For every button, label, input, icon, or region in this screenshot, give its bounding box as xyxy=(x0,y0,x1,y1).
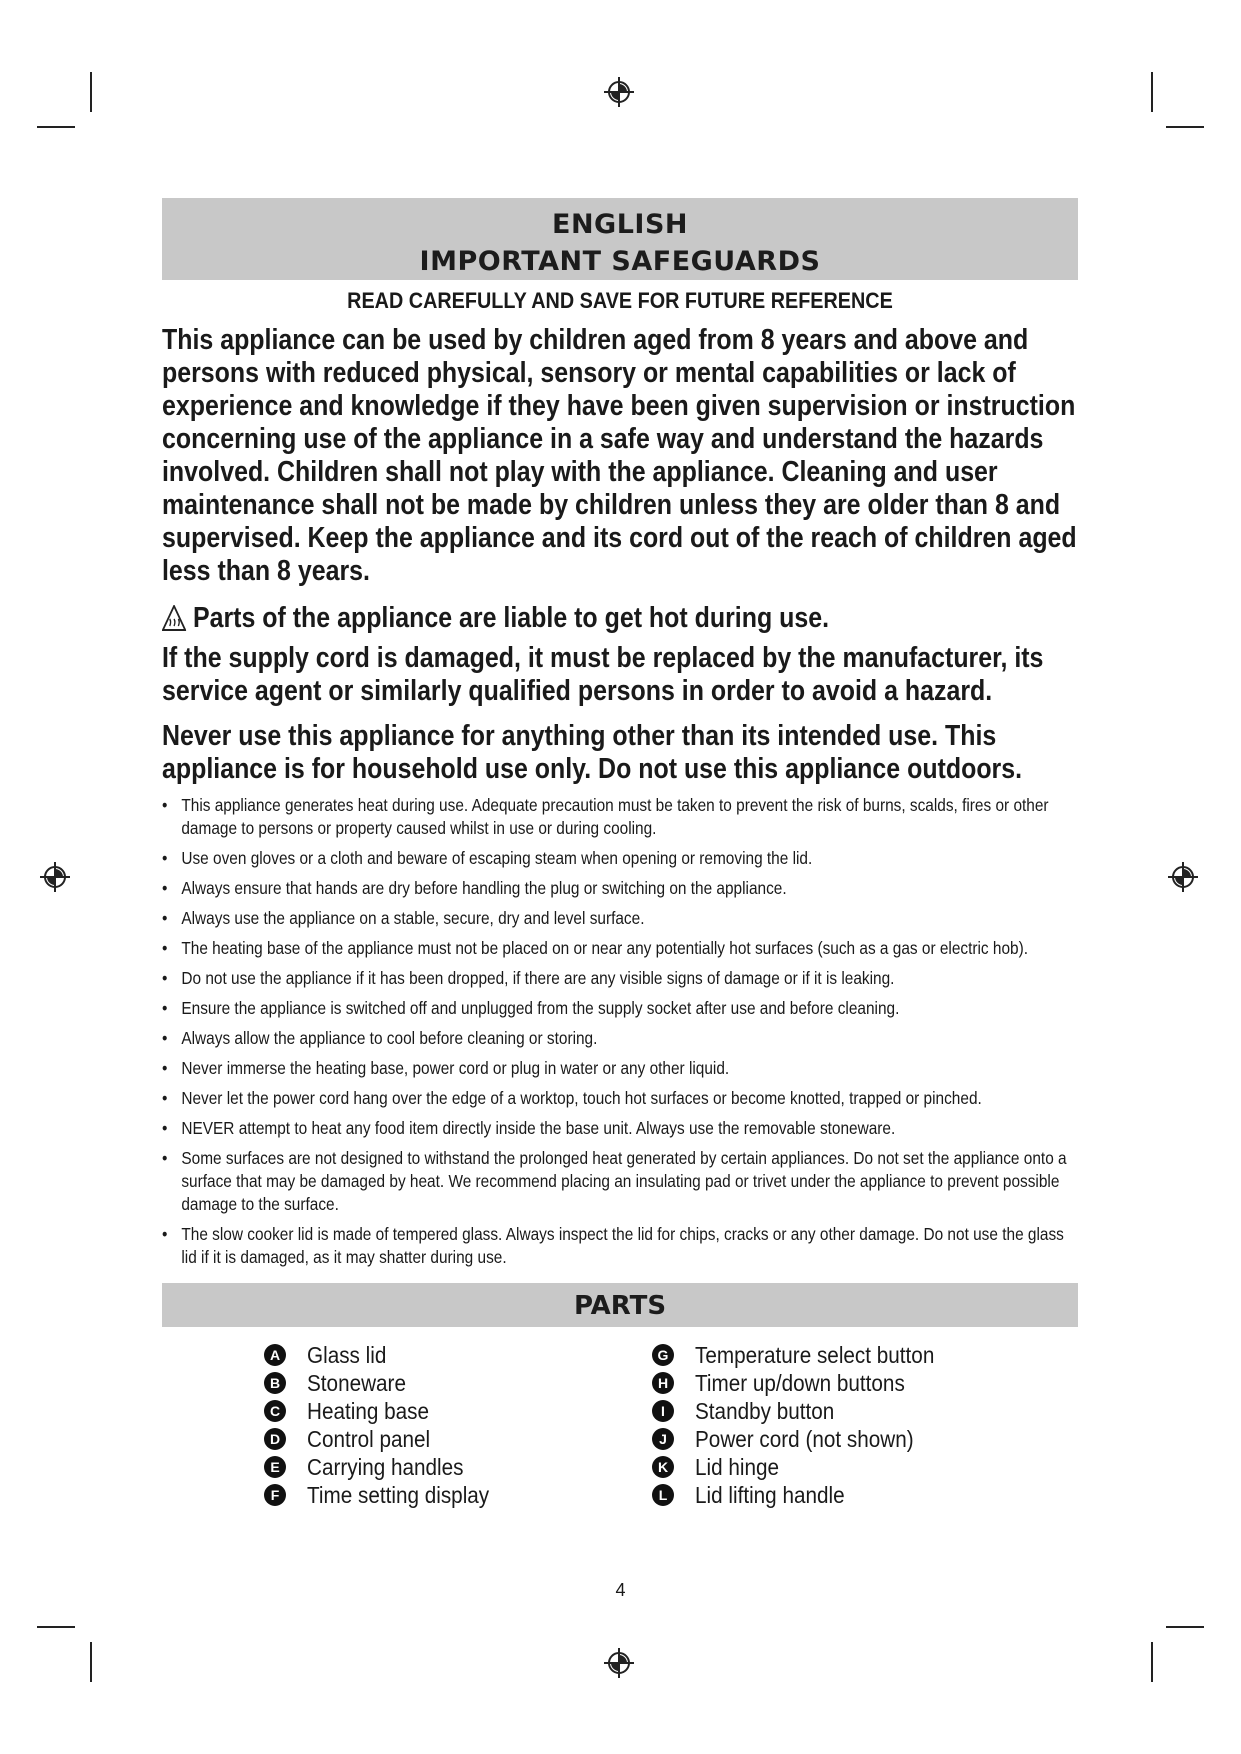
crop-mark xyxy=(1151,72,1153,112)
part-label: Temperature select button xyxy=(695,1341,935,1368)
part-label: Lid lifting handle xyxy=(695,1481,845,1508)
safety-bullet-text: Always ensure that hands are dry before handling the plug or switching on the appliance. xyxy=(181,878,787,898)
registration-mark-icon xyxy=(1168,862,1198,892)
parts-list xyxy=(162,1327,1078,1517)
part-letter-badge: A xyxy=(264,1344,286,1366)
crop-mark xyxy=(1166,126,1204,128)
safety-bullet xyxy=(162,1147,1079,1216)
hot-surface-text: Parts of the appliance are liable to get hot during use. xyxy=(192,601,830,634)
part-letter-badge: H xyxy=(652,1372,674,1394)
crop-mark xyxy=(90,1642,92,1682)
bullet-icon: • xyxy=(162,938,168,958)
safety-bullet xyxy=(162,1117,1079,1140)
cord-warning: If the supply cord is damaged, it must be replaced by the manufacturer, its service agent or similarly qualified persons in order to avoid a hazard. xyxy=(162,642,1044,707)
bullet-icon: • xyxy=(162,1058,168,1078)
header-banner xyxy=(162,198,1078,280)
registration-mark-icon xyxy=(604,77,634,107)
part-item xyxy=(264,1453,509,1481)
safety-bullet xyxy=(162,847,1079,870)
bullet-icon: • xyxy=(162,908,168,928)
part-label: Lid hinge xyxy=(695,1453,780,1480)
safety-bullet-list xyxy=(162,794,1078,1269)
part-letter-badge: D xyxy=(264,1428,286,1450)
safety-bullet xyxy=(162,1087,1079,1110)
bullet-icon: • xyxy=(162,1224,168,1244)
safety-bullet-text: NEVER attempt to heat any food item directly inside the base unit. Always use the removable stoneware. xyxy=(181,1118,896,1138)
manual-page xyxy=(162,198,1078,1517)
safeguards-title: IMPORTANT SAFEGUARDS xyxy=(419,246,821,277)
safety-bullet-text: Do not use the appliance if it has been dropped, if there are any visible signs of damage or if it is leaking. xyxy=(181,968,895,988)
part-letter-badge: C xyxy=(264,1400,286,1422)
part-item xyxy=(652,1397,961,1425)
crop-mark xyxy=(90,72,92,112)
part-item xyxy=(652,1481,961,1509)
part-letter-badge: L xyxy=(652,1484,674,1506)
safety-bullet-text: Always allow the appliance to cool before cleaning or storing. xyxy=(181,1028,598,1048)
part-letter-badge: K xyxy=(652,1456,674,1478)
part-item xyxy=(264,1397,509,1425)
part-label: Heating base xyxy=(307,1397,429,1424)
parts-banner xyxy=(162,1283,1078,1327)
hot-surface-warning xyxy=(162,600,1082,636)
safety-bullet-text: Never immerse the heating base, power cord or plug in water or any other liquid. xyxy=(181,1058,730,1078)
part-letter-badge: I xyxy=(652,1400,674,1422)
part-item xyxy=(652,1453,961,1481)
part-label: Carrying handles xyxy=(307,1453,464,1480)
safety-bullet xyxy=(162,907,1079,930)
bullet-icon: • xyxy=(162,878,168,898)
bullet-icon: • xyxy=(162,1088,168,1108)
crop-mark xyxy=(37,126,75,128)
bullet-icon: • xyxy=(162,1028,168,1048)
part-item xyxy=(264,1369,509,1397)
read-carefully-subtitle: READ CAREFULLY AND SAVE FOR FUTURE REFERENCE xyxy=(347,288,893,313)
crop-mark xyxy=(1166,1626,1204,1628)
children-warning: This appliance can be used by children aged from 8 years and above and persons with reduced physical, sensory or mental capabilities or lack of experience and knowledge if they have been given supervision or instruction concerning use of the appliance in a safe way and understand the hazards involved. Children shall not play with the appliance. Cleaning and user maintenance shall not be made by children unless they are older than 8 and supervised. Keep the appliance and its cord out of the reach of children aged less than 8 years. xyxy=(162,324,1077,587)
part-letter-badge: F xyxy=(264,1484,286,1506)
parts-title: PARTS xyxy=(573,1291,667,1321)
bullet-icon: • xyxy=(162,968,168,988)
part-item xyxy=(264,1341,509,1369)
part-letter-badge: J xyxy=(652,1428,674,1450)
safety-bullet-text: The slow cooker lid is made of tempered glass. Always inspect the lid for chips, cracks or any other damage. Do not use the glass lid if it is damaged, as it may shatter during use. xyxy=(181,1224,1064,1267)
bullet-icon: • xyxy=(162,998,168,1018)
intended-use-warning: Never use this appliance for anything other than its intended use. This appliance is for household use only. Do not use this appliance outdoors. xyxy=(162,720,1023,785)
part-label: Standby button xyxy=(695,1397,835,1424)
bullet-icon: • xyxy=(162,848,168,868)
part-label: Glass lid xyxy=(307,1341,387,1368)
safety-bullet-text: Never let the power cord hang over the edge of a worktop, touch hot surfaces or become knotted, trapped or pinched. xyxy=(181,1088,982,1108)
parts-column-left xyxy=(264,1341,509,1509)
safety-bullet xyxy=(162,937,1079,960)
bullet-icon: • xyxy=(162,795,168,815)
safety-bullet-text: Use oven gloves or a cloth and beware of escaping steam when opening or removing the lid. xyxy=(181,848,813,868)
safety-bullet-text: This appliance generates heat during use. Adequate precaution must be taken to prevent the risk of burns, scalds, fires or other damage to persons or property caused whilst in use or during cooling. xyxy=(181,795,1049,838)
safety-bullet xyxy=(162,997,1079,1020)
safety-bullet-text: Ensure the appliance is switched off and unplugged from the supply socket after use and before cleaning. xyxy=(181,998,900,1018)
part-label: Timer up/down buttons xyxy=(695,1369,905,1396)
bullet-icon: • xyxy=(162,1148,168,1168)
part-letter-badge: B xyxy=(264,1372,286,1394)
part-item xyxy=(264,1425,509,1453)
safety-bullet xyxy=(162,967,1079,990)
safety-bullet xyxy=(162,1057,1079,1080)
safety-bullet xyxy=(162,877,1079,900)
safety-bullet-text: The heating base of the appliance must not be placed on or near any potentially hot surfaces (such as a gas or electric hob). xyxy=(181,938,1029,958)
part-label: Control panel xyxy=(307,1425,431,1452)
crop-mark xyxy=(37,1626,75,1628)
parts-column-right xyxy=(652,1341,961,1509)
language-heading: ENGLISH xyxy=(552,209,688,240)
part-item xyxy=(652,1369,961,1397)
safety-bullet xyxy=(162,1027,1079,1050)
page-number: 4 xyxy=(615,1580,626,1600)
part-item xyxy=(652,1425,961,1453)
part-letter-badge: G xyxy=(652,1344,674,1366)
crop-mark xyxy=(1151,1642,1153,1682)
part-label: Power cord (not shown) xyxy=(695,1425,914,1452)
safety-bullet xyxy=(162,794,1079,840)
part-letter-badge: E xyxy=(264,1456,286,1478)
part-item xyxy=(264,1481,509,1509)
safety-bullet-text: Always use the appliance on a stable, secure, dry and level surface. xyxy=(181,908,645,928)
part-item xyxy=(652,1341,961,1369)
part-label: Stoneware xyxy=(307,1369,406,1396)
registration-mark-icon xyxy=(40,862,70,892)
registration-mark-icon xyxy=(604,1648,634,1678)
safety-bullet-text: Some surfaces are not designed to withstand the prolonged heat generated by certain appliances. Do not set the appliance onto a surface that may be damaged by heat. We recommend placing an insulating pad or trivet under the appliance to prevent possible damage to the surface. xyxy=(181,1148,1067,1214)
part-label: Time setting display xyxy=(307,1481,490,1508)
hot-surface-warning-icon xyxy=(162,605,186,631)
safety-bullet xyxy=(162,1223,1079,1269)
bullet-icon: • xyxy=(162,1118,168,1138)
